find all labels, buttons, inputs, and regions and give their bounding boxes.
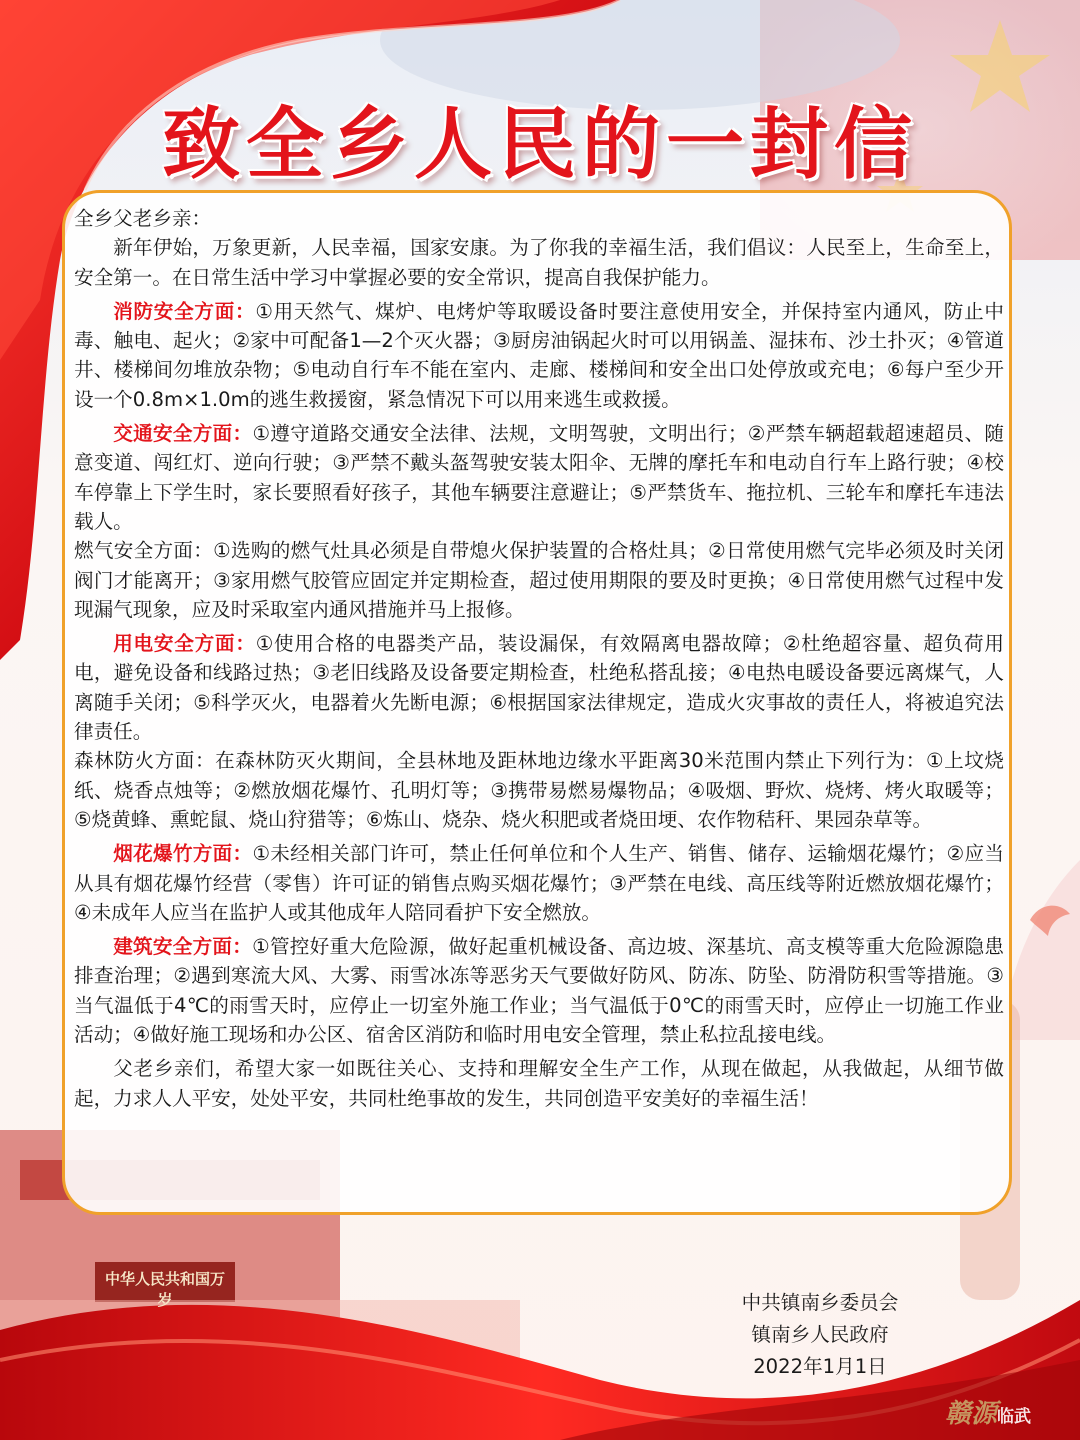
section-traffic	[74, 419, 1004, 536]
section-text: ①遵守道路交通安全法律、法规，文明驾驶，文明出行；②严禁车辆超载超速超员、随意变道、闯红灯、逆向行驶；③严禁不戴头盔驾驶安装太阳伞、无牌的摩托车和电动自行车上路行驶；④校车停靠上下学生时，家长要照看好孩子，其他车辆要注意避让；⑤严禁货车、拖拉机、三轮车和摩托车违法载人。	[74, 422, 1004, 533]
section-heading: 交通安全方面：	[113, 422, 253, 446]
signature-org-government: 镇南乡人民政府	[751, 1323, 889, 1346]
section-text: ①选购的燃气灶具必须是自带熄火保护装置的合格灶具；②日常使用燃气完毕必须及时关闭阀门才能离开；③家用燃气胶管应固定并定期检查，超过使用期限的要及时更换；④日常使用燃气过程中发现漏气现象，应及时采取室内通风措施并马上报修。	[74, 539, 1004, 621]
watermark-logo	[945, 1393, 1031, 1430]
section-gas	[74, 536, 1004, 624]
section-forest	[74, 746, 1004, 834]
closing-paragraph: 父老乡亲们，希望大家一如既往关心、支持和理解安全生产工作，从现在做起，从我做起，从细节做起，力求人人平安，处处平安，共同杜绝事故的发生，共同创造平安美好的幸福生活！	[74, 1057, 1004, 1110]
section-heading: 燃气安全方面：	[74, 539, 214, 563]
signature-block	[700, 1287, 940, 1383]
section-text: 在森林防灭火期间，全县林地及距林地边缘水平距离30米范围内禁止下列行为：①上坟烧纸、烧香点烛等；②燃放烟花爆竹、孔明灯等；③携带易燃易爆物品；④吸烟、野炊、烧烤、烤火取暖等；⑤烧黄蜂、熏蛇鼠、烧山狩猎等；⑥炼山、烧杂、烧火积肥或者烧田埂、农作物秸秆、果园杂草等。	[74, 749, 1005, 831]
page-title: 致全乡人民的一封信	[161, 99, 918, 190]
signature-date: 2022年1月1日	[753, 1355, 887, 1378]
section-electric	[74, 629, 1004, 746]
section-heading: 消防安全方面：	[113, 299, 256, 323]
intro-paragraph: 新年伊始，万象更新，人民幸福，国家安康。为了你我的幸福生活，我们倡议：人民至上，生命至上，安全第一。在日常生活中学习中掌握必要的安全常识，提高自我保护能力。	[74, 236, 1004, 289]
section-text: ①管控好重大危险源，做好起重机械设备、高边坡、深基坑、高支模等重大危险源隐患排查治理；②遇到寒流大风、大雾、雨雪冰冻等恶劣天气要做好防风、防冻、防坠、防滑防积雪等措施。③当气温低于4℃的雨雪天时，应停止一切室外施工作业；当气温低于0℃的雨雪天时，应停止一切施工作业活动；④做好施工现场和办公区、宿舍区消防和临时用电安全管理，禁止私拉乱接电线。	[74, 935, 1005, 1047]
section-heading: 森林防火方面：	[74, 749, 216, 773]
watermark-sub: 临武	[997, 1407, 1032, 1427]
salutation: 全乡父老乡亲：	[74, 207, 212, 230]
section-text: ①用天然气、煤炉、电烤炉等取暖设备时要注意使用安全，并保持室内通风，防止中毒、触电、起火；②家中可配备1—2个灭火器；③厨房油锅起火时可以用锅盖、湿抹布、沙土扑灭；④管道井、楼梯间勿堆放杂物；⑤电动自行车不能在室内、走廊、楼梯间和安全出口处停放或充电；⑥每户至少开设一个0.8m×1.0m的逃生救援窗，紧急情况下可以用来逃生或救援。	[74, 299, 1004, 411]
section-text: ①使用合格的电器类产品，装设漏保，有效隔离电器故障；②杜绝超容量、超负荷用电，避免设备和线路过热；③老旧线路及设备要定期检查，杜绝私搭乱接；④电热电暖设备要远离煤气，人离随手关闭；⑤科学灭火，电器着火先断电源；⑥根据国家法律规定，造成火灾事故的责任人，将被追究法律责任。	[74, 632, 1005, 744]
section-heading: 用电安全方面：	[113, 632, 256, 656]
section-construction	[74, 932, 1004, 1049]
section-heading: 烟花爆竹方面：	[113, 842, 253, 866]
signature-org-party: 中共镇南乡委员会	[741, 1291, 899, 1314]
watermark-main: 赣源	[945, 1399, 998, 1429]
section-fire	[74, 297, 1004, 414]
section-heading: 建筑安全方面：	[113, 935, 253, 959]
section-text: ①未经相关部门许可，禁止任何单位和个人生产、销售、储存、运输烟花爆竹；②应当从具有烟花爆竹经营（零售）许可证的销售点购买烟花爆竹；③严禁在电线、高压线等附近燃放烟花爆竹；④未成年人应当在监护人或其他成年人陪同看护下安全燃放。	[74, 842, 1004, 924]
section-fireworks	[74, 839, 1004, 927]
letter-body	[74, 204, 1004, 1113]
gate-sign: 中华人民共和国万岁	[104, 1270, 225, 1309]
